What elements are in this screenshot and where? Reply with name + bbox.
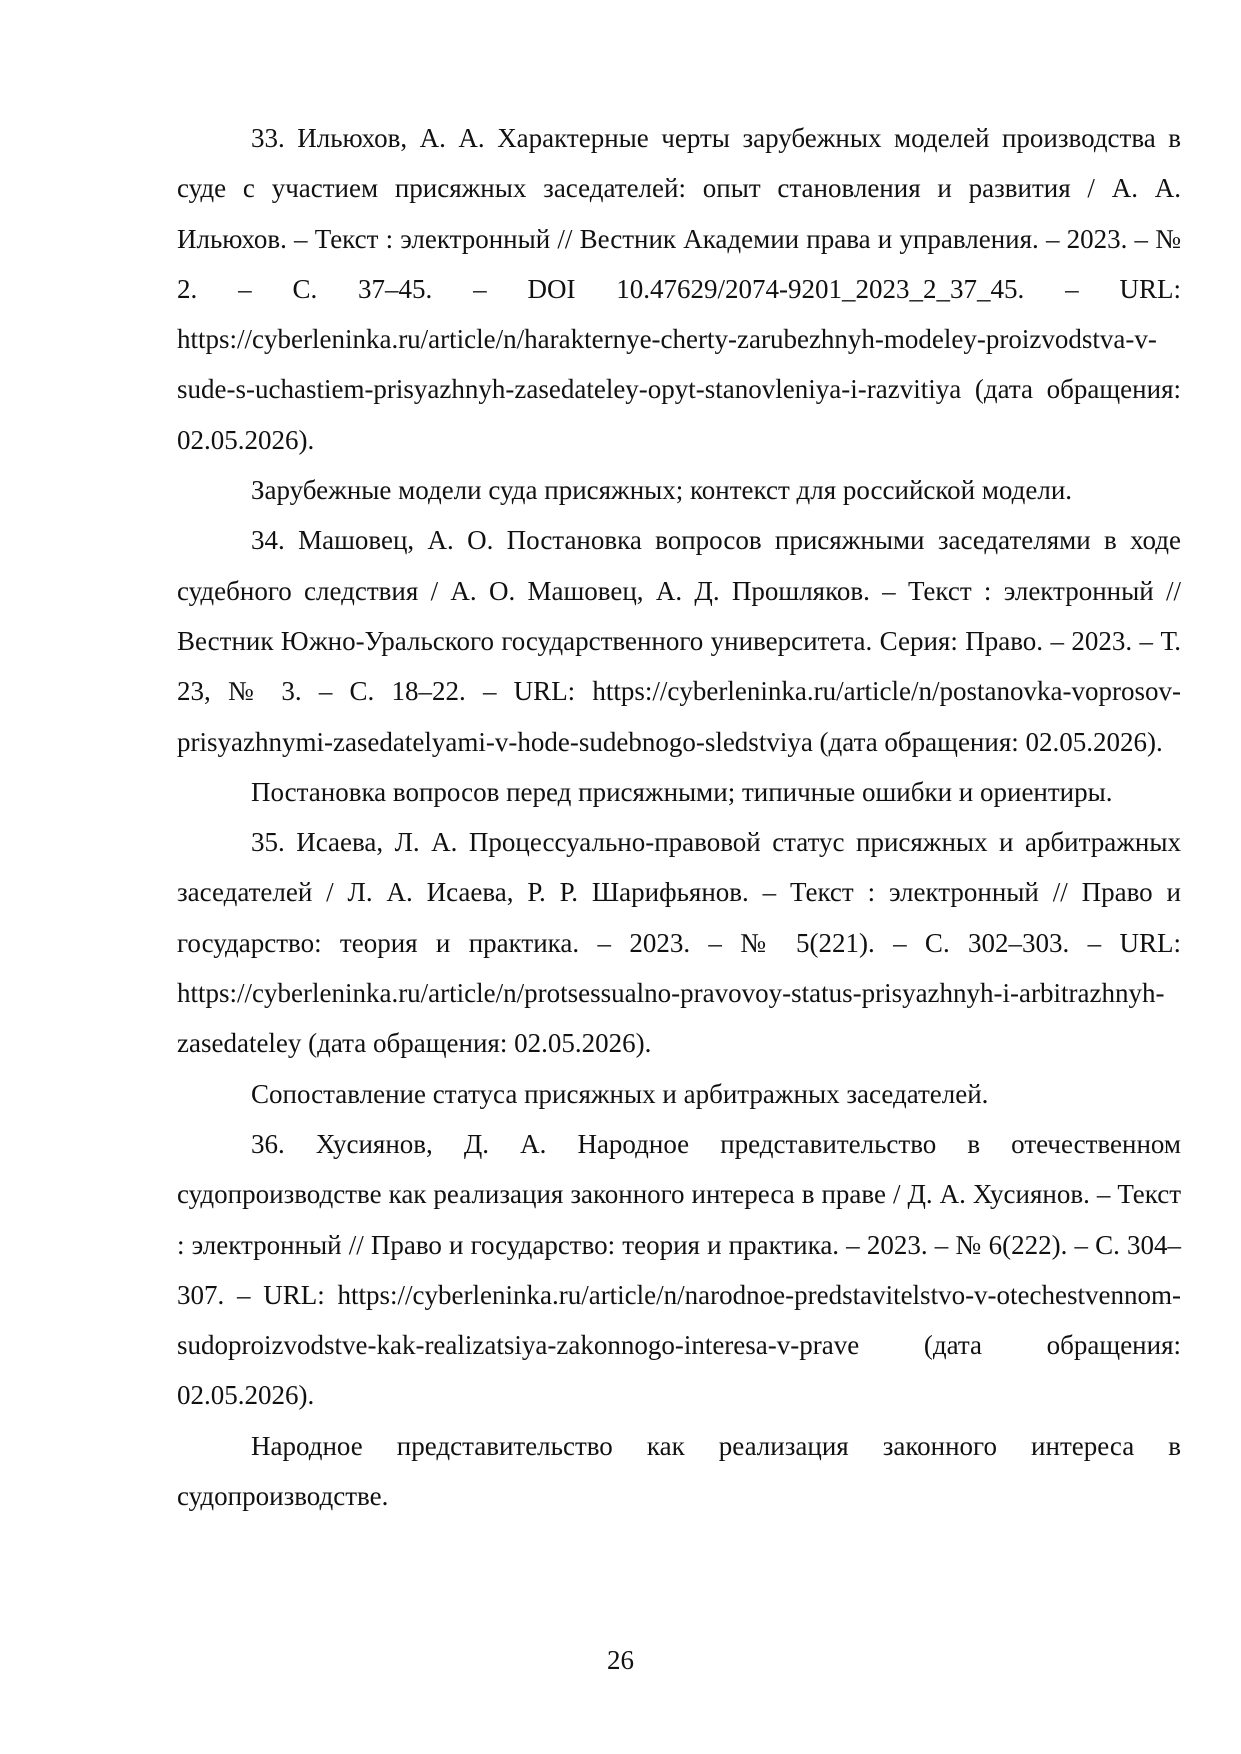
reference-entry-33: 33. Ильюхов, А. А. Характерные черты зарубежных моделей производства в суде с участием присяжных заседателей: опыт становления и развития / А. А. Ильюхов. – Текст : электронный // Вестник Академии права и управления. – 2023. – № 2. – С. 37–45. – DOI 10.47629/2074-9201_2023_2_37_45. – URL: https://cyberleninka.ru/article/n/harakternye-cherty-zarubezhnyh-modeley-proizvodstva-v-sude-s-uchastiem-prisyazhnyh-zasedateley-opyt-stanovleniya-i-razvitiya (дата обращения: 02.05.2026). (177, 123, 1181, 455)
reference-entry-34: 34. Машовец, А. О. Постановка вопросов присяжными заседателями в ходе судебного следствия / А. О. Машовец, А. Д. Прошляков. – Текст : электронный // Вестник Южно-Уральского государственного университета. Серия: Право. – 2023. – Т. 23, № 3. – С. 18–22. – URL: https://cyberleninka.ru/article/n/postanovka-voprosov-prisyazhnymi-zasedatelyami-v-hode-sudebnogo-sledstviya (дата обращения: 02.05.2026). (177, 525, 1181, 757)
reference-entry-35: 35. Исаева, Л. А. Процессуально-правовой статус присяжных и арбитражных заседателей / Л. А. Исаева, Р. Р. Шарифьянов. – Текст : электронный // Право и государство: теория и практика. – 2023. – № 5(221). – С. 302–303. – URL: https://cyberleninka.ru/article/n/protsessualno-pravovoy-status-prisyazhnyh-i-arbitrazhnyh-zasedateley (дата обращения: 02.05.2026). (177, 827, 1181, 1059)
reference-annotation-33: Зарубежные модели суда присяжных; контекст для российской модели. (251, 475, 1073, 506)
reference-annotation-34: Постановка вопросов перед присяжными; типичные ошибки и ориентиры. (251, 776, 1113, 807)
page-number: 26 (607, 1645, 634, 1675)
reference-entry-36: 36. Хусиянов, Д. А. Народное представительство в отечественном судопроизводстве как реализация законного интереса в праве / Д. А. Хусиянов. – Текст : электронный // Право и государство: теория и практика. – 2023. – № 6(222). – С. 304–307. – URL: https://cyberleninka.ru/article/n/narodnoe-predstavitelstvo-v-otechestvennom-sudoproizvodstve-kak-realizatsiya-zakonnogo-interesa-v-prave (дата обращения: 02.05.2026). (177, 1128, 1181, 1411)
reference-annotation-36: Народное представительство как реализация законного интереса в судопроизводстве. (177, 1430, 1181, 1512)
reference-annotation-35: Сопоставление статуса присяжных и арбитражных заседателей. (251, 1078, 989, 1109)
bibliography-body (177, 113, 1181, 1521)
